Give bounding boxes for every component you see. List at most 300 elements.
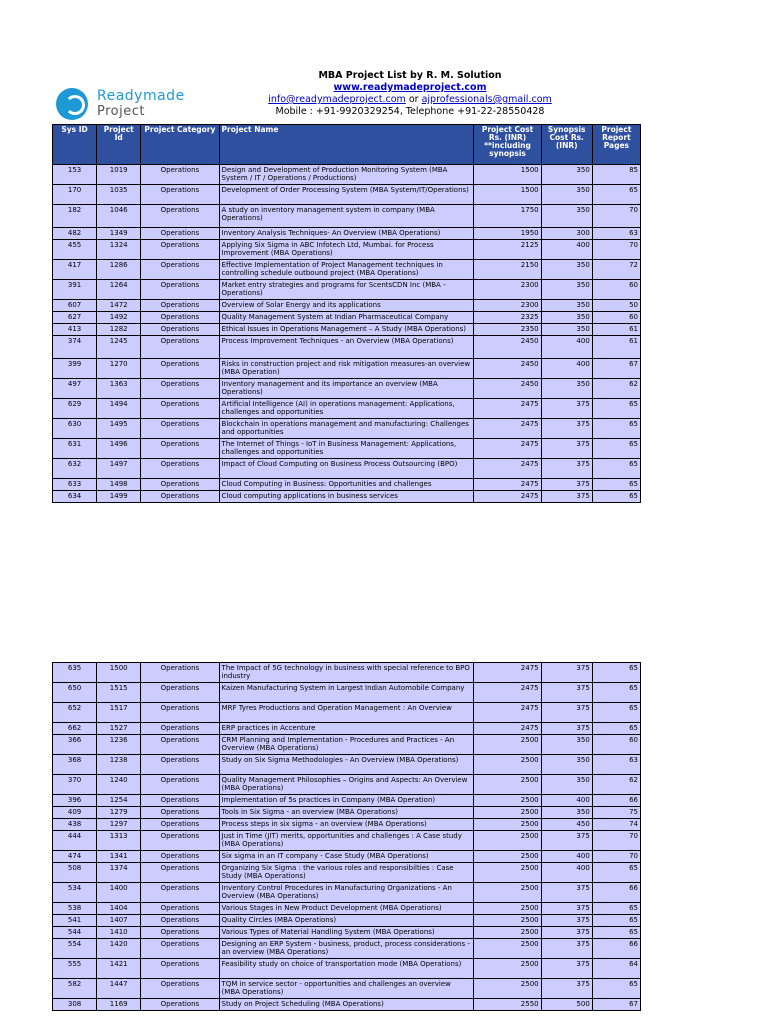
category-cell: Operations xyxy=(141,979,219,999)
category-cell: Operations xyxy=(141,927,219,939)
category-cell: Operations xyxy=(141,491,219,503)
project-name-cell: Effective Implementation of Project Management techniques in controlling schedule outbound project (MBA Operations) xyxy=(219,260,474,280)
project-id-cell: 1410 xyxy=(97,927,141,939)
category-cell: Operations xyxy=(141,300,219,312)
table-row xyxy=(53,819,641,831)
report-pages-cell: 66 xyxy=(592,939,640,959)
report-pages-cell: 63 xyxy=(592,755,640,775)
sys-id-cell: 308 xyxy=(53,999,97,1011)
category-cell: Operations xyxy=(141,683,219,703)
project-name-cell: Cloud Computing in Business: Opportunities and challenges xyxy=(219,479,474,491)
sys-id-cell: 368 xyxy=(53,755,97,775)
project-name-cell: Organizing Six Sigma : the various roles and responsibilties : Case Study (MBA Operations) xyxy=(219,863,474,883)
synopsis-cost-cell: 375 xyxy=(541,979,592,999)
synopsis-cost-cell: 375 xyxy=(541,831,592,851)
header-report-pages: Project Report Pages xyxy=(592,125,640,165)
logo-text-line1: Readymade xyxy=(97,88,185,104)
project-cost-cell: 2475 xyxy=(474,491,541,503)
sys-id-cell: 497 xyxy=(53,379,97,399)
table-row xyxy=(53,735,641,755)
project-cost-cell: 2325 xyxy=(474,312,541,324)
project-id-cell: 1492 xyxy=(97,312,141,324)
project-name-cell: TQM in service sector - opportunities and challenges an overview (MBA Operations) xyxy=(219,979,474,999)
report-pages-cell: 65 xyxy=(592,903,640,915)
project-id-cell: 1500 xyxy=(97,663,141,683)
synopsis-cost-cell: 350 xyxy=(541,205,592,228)
sys-id-cell: 633 xyxy=(53,479,97,491)
project-name-cell: Blockchain in operations management and manufacturing: Challenges and opportunities xyxy=(219,419,474,439)
project-name-cell: Market entry strategies and programs for ScentsCDN Inc (MBA - Operations) xyxy=(219,280,474,300)
category-cell: Operations xyxy=(141,240,219,260)
website-link[interactable]: www.readymadeproject.com xyxy=(333,82,487,93)
project-id-cell: 1407 xyxy=(97,915,141,927)
table-header-row xyxy=(53,125,641,165)
project-id-cell: 1264 xyxy=(97,280,141,300)
project-cost-cell: 2350 xyxy=(474,324,541,336)
report-pages-cell: 65 xyxy=(592,703,640,723)
table-row xyxy=(53,927,641,939)
table-row xyxy=(53,324,641,336)
project-cost-cell: 2475 xyxy=(474,419,541,439)
category-cell: Operations xyxy=(141,959,219,979)
category-cell: Operations xyxy=(141,903,219,915)
synopsis-cost-cell: 375 xyxy=(541,419,592,439)
project-name-cell: Study on Six Sigma Methodologies - An Overview (MBA Operations) xyxy=(219,755,474,775)
category-cell: Operations xyxy=(141,228,219,240)
synopsis-cost-cell: 400 xyxy=(541,795,592,807)
table-row xyxy=(53,703,641,723)
project-name-cell: Development of Order Processing System (MBA System/IT/Operations) xyxy=(219,185,474,205)
project-name-cell: Applying Six Sigma in ABC Infotech Ltd, Mumbai. for Process Improvement (MBA Operations) xyxy=(219,240,474,260)
sys-id-cell: 399 xyxy=(53,359,97,379)
project-cost-cell: 2150 xyxy=(474,260,541,280)
project-cost-cell: 2500 xyxy=(474,735,541,755)
sys-id-cell: 630 xyxy=(53,419,97,439)
project-id-cell: 1495 xyxy=(97,419,141,439)
report-pages-cell: 62 xyxy=(592,379,640,399)
sys-id-cell: 650 xyxy=(53,683,97,703)
category-cell: Operations xyxy=(141,915,219,927)
category-cell: Operations xyxy=(141,807,219,819)
email-link-2[interactable]: ajprofessionals@gmail.com xyxy=(421,94,552,105)
table-row xyxy=(53,831,641,851)
report-pages-cell: 62 xyxy=(592,775,640,795)
project-name-cell: Quality Circles (MBA Operations) xyxy=(219,915,474,927)
project-id-cell: 1499 xyxy=(97,491,141,503)
sys-id-cell: 629 xyxy=(53,399,97,419)
project-cost-cell: 2550 xyxy=(474,999,541,1011)
project-id-cell: 1494 xyxy=(97,399,141,419)
sys-id-cell: 438 xyxy=(53,819,97,831)
project-cost-cell: 2500 xyxy=(474,819,541,831)
project-name-cell: A study on inventory management system in company (MBA Operations) xyxy=(219,205,474,228)
table-row xyxy=(53,359,641,379)
synopsis-cost-cell: 400 xyxy=(541,863,592,883)
table-row xyxy=(53,379,641,399)
project-cost-cell: 2500 xyxy=(474,927,541,939)
table-row xyxy=(53,312,641,324)
report-pages-cell: 60 xyxy=(592,312,640,324)
contact-numbers: Mobile : +91-9920329254, Telephone +91-22-28550428 xyxy=(275,106,545,117)
report-pages-cell: 65 xyxy=(592,439,640,459)
project-id-cell: 1517 xyxy=(97,703,141,723)
project-name-cell: Impact of Cloud Computing on Business Process Outsourcing (BPO) xyxy=(219,459,474,479)
synopsis-cost-cell: 375 xyxy=(541,959,592,979)
project-cost-cell: 2500 xyxy=(474,775,541,795)
table-row xyxy=(53,185,641,205)
project-name-cell: Implementation of 5s practices in Company (MBA Operation) xyxy=(219,795,474,807)
report-pages-cell: 65 xyxy=(592,185,640,205)
project-cost-cell: 2500 xyxy=(474,959,541,979)
project-id-cell: 1254 xyxy=(97,795,141,807)
project-cost-cell: 2450 xyxy=(474,359,541,379)
project-cost-cell: 2500 xyxy=(474,979,541,999)
synopsis-cost-cell: 375 xyxy=(541,723,592,735)
synopsis-cost-cell: 350 xyxy=(541,312,592,324)
project-name-cell: Tools in Six Sigma - an overview (MBA Operations) xyxy=(219,807,474,819)
sys-id-cell: 417 xyxy=(53,260,97,280)
project-cost-cell: 1750 xyxy=(474,205,541,228)
email-link-1[interactable]: info@readymadeproject.com xyxy=(268,94,406,105)
report-pages-cell: 65 xyxy=(592,683,640,703)
table-row xyxy=(53,999,641,1011)
project-id-cell: 1282 xyxy=(97,324,141,336)
project-id-cell: 1515 xyxy=(97,683,141,703)
table-row xyxy=(53,915,641,927)
sys-id-cell: 632 xyxy=(53,459,97,479)
category-cell: Operations xyxy=(141,312,219,324)
project-name-cell: Various Stages in New Product Development (MBA Operations) xyxy=(219,903,474,915)
synopsis-cost-cell: 400 xyxy=(541,336,592,359)
project-name-cell: Various Types of Material Handling System (MBA Operations) xyxy=(219,927,474,939)
synopsis-cost-cell: 350 xyxy=(541,260,592,280)
synopsis-cost-cell: 350 xyxy=(541,735,592,755)
project-name-cell: Inventory Control Procedures in Manufacturing Organizations - An Overview (MBA Operations) xyxy=(219,883,474,903)
sys-id-cell: 662 xyxy=(53,723,97,735)
table-row xyxy=(53,336,641,359)
project-id-cell: 1245 xyxy=(97,336,141,359)
project-cost-cell: 2475 xyxy=(474,703,541,723)
sys-id-cell: 635 xyxy=(53,663,97,683)
synopsis-cost-cell: 375 xyxy=(541,703,592,723)
table-row xyxy=(53,863,641,883)
header-project-id: Project Id xyxy=(97,125,141,165)
report-pages-cell: 61 xyxy=(592,324,640,336)
table-row xyxy=(53,228,641,240)
synopsis-cost-cell: 375 xyxy=(541,927,592,939)
category-cell: Operations xyxy=(141,280,219,300)
header-info xyxy=(250,70,570,118)
category-cell: Operations xyxy=(141,379,219,399)
synopsis-cost-cell: 350 xyxy=(541,775,592,795)
header-synopsis-cost: Synopsis Cost Rs. (INR) xyxy=(541,125,592,165)
report-pages-cell: 67 xyxy=(592,999,640,1011)
project-id-cell: 1019 xyxy=(97,165,141,185)
header-project-category: Project Category xyxy=(141,125,219,165)
report-pages-cell: 85 xyxy=(592,165,640,185)
project-id-cell: 1279 xyxy=(97,807,141,819)
project-id-cell: 1313 xyxy=(97,831,141,851)
category-cell: Operations xyxy=(141,795,219,807)
project-name-cell: Ethical Issues in Operations Management – A Study (MBA Operations) xyxy=(219,324,474,336)
project-id-cell: 1035 xyxy=(97,185,141,205)
synopsis-cost-cell: 375 xyxy=(541,399,592,419)
category-cell: Operations xyxy=(141,863,219,883)
table-row xyxy=(53,851,641,863)
project-name-cell: Quality Management Philosophies – Origins and Aspects: An Overview (MBA Operations) xyxy=(219,775,474,795)
table-row xyxy=(53,683,641,703)
project-cost-cell: 2475 xyxy=(474,723,541,735)
table-row xyxy=(53,663,641,683)
report-pages-cell: 65 xyxy=(592,399,640,419)
project-id-cell: 1286 xyxy=(97,260,141,280)
sys-id-cell: 508 xyxy=(53,863,97,883)
sys-id-cell: 170 xyxy=(53,185,97,205)
report-pages-cell: 65 xyxy=(592,979,640,999)
project-cost-cell: 2500 xyxy=(474,755,541,775)
category-cell: Operations xyxy=(141,939,219,959)
project-cost-cell: 2500 xyxy=(474,939,541,959)
sys-id-cell: 370 xyxy=(53,775,97,795)
sys-id-cell: 607 xyxy=(53,300,97,312)
category-cell: Operations xyxy=(141,831,219,851)
report-pages-cell: 70 xyxy=(592,205,640,228)
sys-id-cell: 541 xyxy=(53,915,97,927)
project-cost-cell: 2500 xyxy=(474,831,541,851)
report-pages-cell: 67 xyxy=(592,359,640,379)
project-table-1 xyxy=(52,124,641,503)
project-name-cell: Artificial Intelligence (AI) in operations management: Applications, challenges and opportunities xyxy=(219,399,474,419)
table-row xyxy=(53,979,641,999)
report-pages-cell: 65 xyxy=(592,459,640,479)
table-row xyxy=(53,205,641,228)
project-id-cell: 1420 xyxy=(97,939,141,959)
table-row xyxy=(53,755,641,775)
report-pages-cell: 61 xyxy=(592,336,640,359)
category-cell: Operations xyxy=(141,703,219,723)
report-pages-cell: 65 xyxy=(592,419,640,439)
project-cost-cell: 1500 xyxy=(474,185,541,205)
synopsis-cost-cell: 375 xyxy=(541,883,592,903)
project-name-cell: Just in Time (JIT) merits, opportunities and challenges : A Case study (MBA Operations) xyxy=(219,831,474,851)
project-name-cell: Inventory management and its importance an overview (MBA Operations) xyxy=(219,379,474,399)
project-cost-cell: 1950 xyxy=(474,228,541,240)
table-row xyxy=(53,479,641,491)
table-row xyxy=(53,959,641,979)
synopsis-cost-cell: 375 xyxy=(541,479,592,491)
table-row xyxy=(53,419,641,439)
header-project-name: Project Name xyxy=(219,125,474,165)
project-cost-cell: 2475 xyxy=(474,439,541,459)
project-id-cell: 1447 xyxy=(97,979,141,999)
project-id-cell: 1497 xyxy=(97,459,141,479)
synopsis-cost-cell: 350 xyxy=(541,300,592,312)
category-cell: Operations xyxy=(141,336,219,359)
category-cell: Operations xyxy=(141,419,219,439)
synopsis-cost-cell: 400 xyxy=(541,851,592,863)
report-pages-cell: 72 xyxy=(592,260,640,280)
category-cell: Operations xyxy=(141,324,219,336)
project-id-cell: 1341 xyxy=(97,851,141,863)
category-cell: Operations xyxy=(141,723,219,735)
table-row xyxy=(53,775,641,795)
project-name-cell: Designing an ERP System - business, product, process considerations - an overview (MBA Operations) xyxy=(219,939,474,959)
project-cost-cell: 2475 xyxy=(474,459,541,479)
synopsis-cost-cell: 350 xyxy=(541,807,592,819)
sys-id-cell: 413 xyxy=(53,324,97,336)
report-pages-cell: 70 xyxy=(592,851,640,863)
sys-id-cell: 534 xyxy=(53,883,97,903)
synopsis-cost-cell: 350 xyxy=(541,280,592,300)
project-cost-cell: 2475 xyxy=(474,683,541,703)
project-table-2 xyxy=(52,662,641,1011)
sys-id-cell: 366 xyxy=(53,735,97,755)
project-name-cell: Quality Management System at Indian Pharmaceutical Company xyxy=(219,312,474,324)
category-cell: Operations xyxy=(141,851,219,863)
project-cost-cell: 2450 xyxy=(474,379,541,399)
report-pages-cell: 75 xyxy=(592,807,640,819)
sys-id-cell: 409 xyxy=(53,807,97,819)
project-id-cell: 1169 xyxy=(97,999,141,1011)
report-pages-cell: 65 xyxy=(592,479,640,491)
project-cost-cell: 2475 xyxy=(474,399,541,419)
project-cost-cell: 2450 xyxy=(474,336,541,359)
project-id-cell: 1238 xyxy=(97,755,141,775)
project-id-cell: 1496 xyxy=(97,439,141,459)
synopsis-cost-cell: 450 xyxy=(541,819,592,831)
project-cost-cell: 2500 xyxy=(474,863,541,883)
table-row xyxy=(53,280,641,300)
synopsis-cost-cell: 375 xyxy=(541,459,592,479)
logo-text-line2: Project xyxy=(97,104,145,119)
synopsis-cost-cell: 375 xyxy=(541,915,592,927)
project-name-cell: MRF Tyres Productions and Operation Management : An Overview xyxy=(219,703,474,723)
project-name-cell: Feasibility study on choice of transportation mode (MBA Operations) xyxy=(219,959,474,979)
category-cell: Operations xyxy=(141,205,219,228)
project-name-cell: ERP practices in Accenture xyxy=(219,723,474,735)
project-cost-cell: 2500 xyxy=(474,851,541,863)
project-id-cell: 1240 xyxy=(97,775,141,795)
project-cost-cell: 2500 xyxy=(474,903,541,915)
header-sys-id: Sys ID xyxy=(53,125,97,165)
sys-id-cell: 396 xyxy=(53,795,97,807)
sys-id-cell: 374 xyxy=(53,336,97,359)
project-name-cell: Study on Project Scheduling (MBA Operations) xyxy=(219,999,474,1011)
category-cell: Operations xyxy=(141,663,219,683)
header-project-cost: Project Cost Rs. (INR) **including synopsis xyxy=(474,125,541,165)
synopsis-cost-cell: 375 xyxy=(541,939,592,959)
report-pages-cell: 63 xyxy=(592,228,640,240)
project-cost-cell: 2300 xyxy=(474,300,541,312)
report-pages-cell: 65 xyxy=(592,927,640,939)
project-cost-cell: 2475 xyxy=(474,663,541,683)
table-row xyxy=(53,300,641,312)
project-name-cell: Design and Development of Production Monitoring System (MBA System / IT / Operations / Productions) xyxy=(219,165,474,185)
report-pages-cell: 66 xyxy=(592,883,640,903)
project-cost-cell: 2500 xyxy=(474,807,541,819)
project-id-cell: 1349 xyxy=(97,228,141,240)
sys-id-cell: 444 xyxy=(53,831,97,851)
sys-id-cell: 555 xyxy=(53,959,97,979)
project-cost-cell: 2500 xyxy=(474,795,541,807)
project-id-cell: 1297 xyxy=(97,819,141,831)
project-cost-cell: 1500 xyxy=(474,165,541,185)
project-id-cell: 1498 xyxy=(97,479,141,491)
table-row xyxy=(53,903,641,915)
category-cell: Operations xyxy=(141,755,219,775)
category-cell: Operations xyxy=(141,819,219,831)
project-name-cell: Process steps in six sigma - an overview (MBA Operations) xyxy=(219,819,474,831)
project-id-cell: 1324 xyxy=(97,240,141,260)
project-id-cell: 1236 xyxy=(97,735,141,755)
sys-id-cell: 544 xyxy=(53,927,97,939)
project-id-cell: 1421 xyxy=(97,959,141,979)
category-cell: Operations xyxy=(141,439,219,459)
report-pages-cell: 60 xyxy=(592,280,640,300)
sys-id-cell: 652 xyxy=(53,703,97,723)
project-name-cell: Six sigma in an IT company - Case Study (MBA Operations) xyxy=(219,851,474,863)
report-pages-cell: 65 xyxy=(592,491,640,503)
project-cost-cell: 2300 xyxy=(474,280,541,300)
category-cell: Operations xyxy=(141,479,219,491)
or-text: or xyxy=(408,94,419,105)
table-row xyxy=(53,807,641,819)
project-id-cell: 1270 xyxy=(97,359,141,379)
synopsis-cost-cell: 375 xyxy=(541,491,592,503)
synopsis-cost-cell: 400 xyxy=(541,359,592,379)
report-pages-cell: 65 xyxy=(592,663,640,683)
synopsis-cost-cell: 350 xyxy=(541,185,592,205)
table-row xyxy=(53,260,641,280)
project-name-cell: CRM Planning and Implementation - Procedures and Practices - An Overview (MBA Operations) xyxy=(219,735,474,755)
sys-id-cell: 631 xyxy=(53,439,97,459)
sys-id-cell: 391 xyxy=(53,280,97,300)
project-name-cell: Risks in construction project and risk mitigation measures-an overview (MBA Operation) xyxy=(219,359,474,379)
synopsis-cost-cell: 300 xyxy=(541,228,592,240)
sys-id-cell: 455 xyxy=(53,240,97,260)
report-pages-cell: 60 xyxy=(592,735,640,755)
category-cell: Operations xyxy=(141,359,219,379)
sys-id-cell: 538 xyxy=(53,903,97,915)
report-pages-cell: 70 xyxy=(592,240,640,260)
category-cell: Operations xyxy=(141,165,219,185)
table-row xyxy=(53,939,641,959)
category-cell: Operations xyxy=(141,735,219,755)
project-name-cell: Kaizen Manufacturing System in Largest Indian Automobile Company xyxy=(219,683,474,703)
category-cell: Operations xyxy=(141,185,219,205)
table-row xyxy=(53,723,641,735)
logo-icon xyxy=(56,88,88,120)
project-cost-cell: 2500 xyxy=(474,915,541,927)
category-cell: Operations xyxy=(141,883,219,903)
project-id-cell: 1472 xyxy=(97,300,141,312)
synopsis-cost-cell: 400 xyxy=(541,240,592,260)
synopsis-cost-cell: 375 xyxy=(541,903,592,915)
synopsis-cost-cell: 375 xyxy=(541,683,592,703)
report-pages-cell: 65 xyxy=(592,915,640,927)
project-id-cell: 1404 xyxy=(97,903,141,915)
synopsis-cost-cell: 350 xyxy=(541,165,592,185)
project-id-cell: 1046 xyxy=(97,205,141,228)
table-row xyxy=(53,399,641,419)
report-pages-cell: 64 xyxy=(592,959,640,979)
project-name-cell: Process Improvement Techniques - an Overview (MBA Operations) xyxy=(219,336,474,359)
sys-id-cell: 474 xyxy=(53,851,97,863)
sys-id-cell: 627 xyxy=(53,312,97,324)
report-pages-cell: 70 xyxy=(592,831,640,851)
sys-id-cell: 182 xyxy=(53,205,97,228)
report-pages-cell: 65 xyxy=(592,723,640,735)
